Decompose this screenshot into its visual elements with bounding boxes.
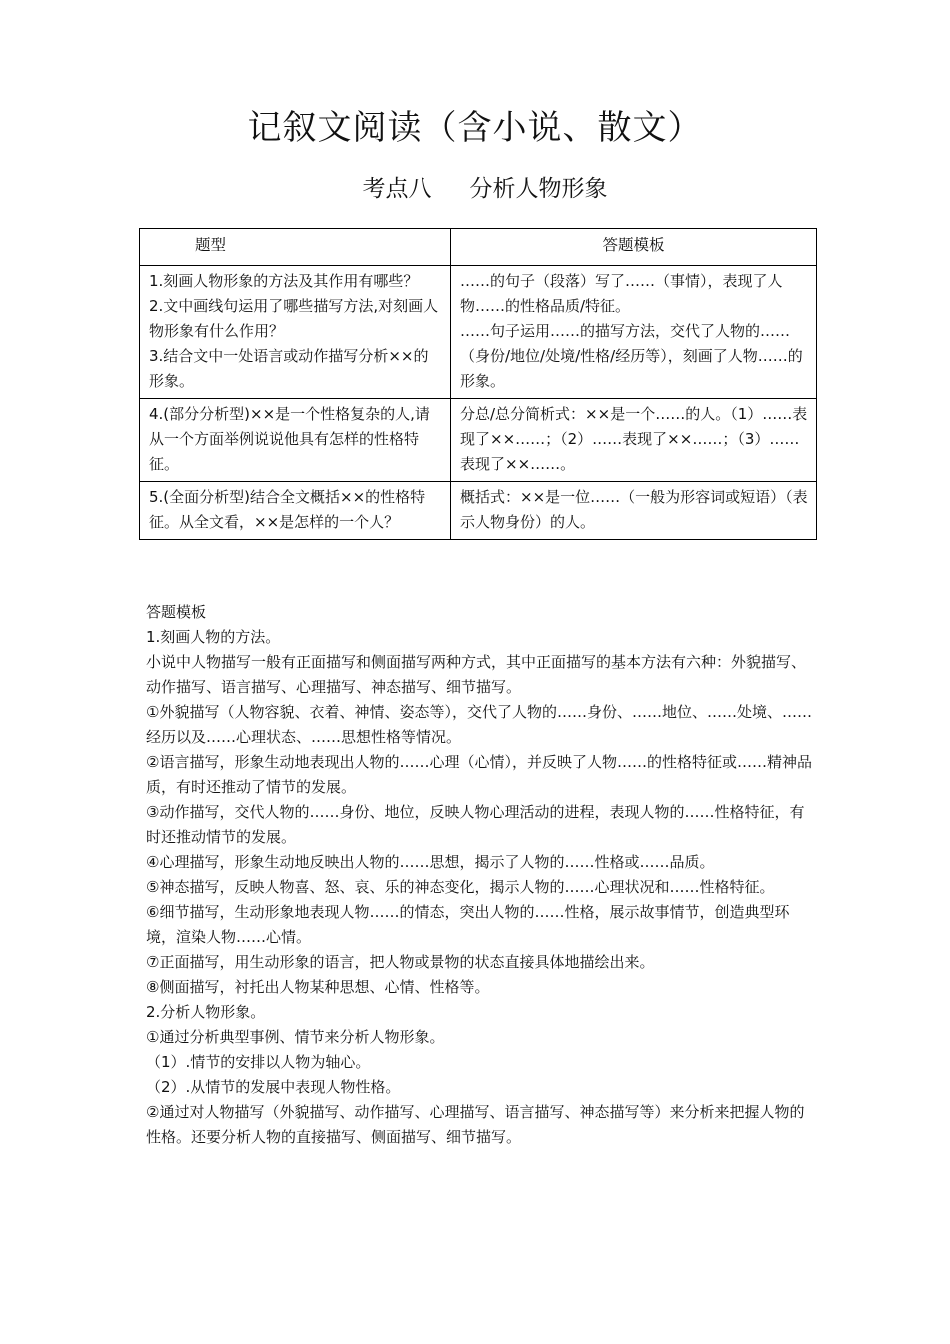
column-header-answer-template: 答题模板 bbox=[451, 229, 817, 266]
template-line: 概括式：××是一位……（一般为形容词或短语）（表示人物身份）的人。 bbox=[460, 488, 808, 531]
paragraph: （1）.情节的安排以人物为轴心。 bbox=[146, 1053, 371, 1071]
template-line: ……的句子（段落）写了……（事情），表现了人物……的性格品质/特征。 bbox=[460, 272, 783, 315]
question-line: 1.刻画人物形象的方法及其作用有哪些？ bbox=[149, 272, 419, 290]
question-line: 2.文中画线句运用了哪些描写方法,对刻画人物形象有什么作用？ bbox=[149, 297, 439, 340]
question-line: 3.结合文中一处语言或动作描写分析××的形象。 bbox=[149, 347, 429, 390]
table-header-row bbox=[140, 229, 817, 266]
table-row bbox=[140, 482, 817, 540]
table-row bbox=[140, 399, 817, 482]
paragraph: ①外貌描写（人物容貌、衣着、神情、姿态等），交代了人物的……身份、……地位、……处境、……经历以及……心理状态、……思想性格等情况。 bbox=[146, 703, 812, 746]
template-cell bbox=[451, 266, 817, 399]
template-line: 分总/总分简析式：××是一个……的人。（1）……表现了××……；（2）……表现了××……；（3）……表现了××……。 bbox=[460, 405, 808, 473]
paragraph: （2）.从情节的发展中表现人物性格。 bbox=[146, 1078, 401, 1096]
paragraph: ⑧侧面描写，衬托出人物某种思想、心情、性格等。 bbox=[146, 978, 490, 996]
question-cell bbox=[140, 482, 451, 540]
question-line: 4.(部分分析型)××是一个性格复杂的人,请从一个方面举例说说他具有怎样的性格特征。 bbox=[149, 405, 430, 473]
paragraph: ②语言描写，形象生动地表现出人物的……心理（心情），并反映了人物……的性格特征或……精神品质，有时还推动了情节的发展。 bbox=[146, 753, 812, 796]
answer-template-notes bbox=[146, 600, 812, 1150]
paragraph: ①通过分析典型事例、情节来分析人物形象。 bbox=[146, 1028, 445, 1046]
paragraph: ②通过对人物描写（外貌描写、动作描写、心理描写、语言描写、神态描写等）来分析来把握人物的性格。还要分析人物的直接描写、侧面描写、细节描写。 bbox=[146, 1103, 805, 1146]
template-cell bbox=[451, 482, 817, 540]
question-cell bbox=[140, 266, 451, 399]
paragraph: ⑤神态描写，反映人物喜、怒、哀、乐的神态变化，揭示人物的……心理状况和……性格特征。 bbox=[146, 878, 775, 896]
section-heading: 答题模板 bbox=[146, 603, 207, 621]
answer-template-table bbox=[139, 228, 817, 540]
paragraph: 小说中人物描写一般有正面描写和侧面描写两种方式，其中正面描写的基本方法有六种：外貌描写、动作描写、语言描写、心理描写、神态描写、细节描写。 bbox=[146, 653, 807, 696]
subsection-heading: 1.刻画人物的方法。 bbox=[146, 628, 281, 646]
page-title: 记叙文阅读（含小说、散文） bbox=[247, 108, 703, 148]
paragraph: ⑥细节描写，生动形象地表现人物……的情态，突出人物的……性格，展示故事情节，创造典型环境，渲染人物……心情。 bbox=[146, 903, 790, 946]
topic-code: 考点八 bbox=[362, 176, 432, 202]
topic-heading bbox=[0, 170, 950, 203]
column-header-question-type: 题型 bbox=[140, 229, 451, 266]
paragraph: ③动作描写，交代人物的……身份、地位，反映人物心理活动的进程，表现人物的……性格特征，有时还推动情节的发展。 bbox=[146, 803, 805, 846]
template-line: ……句子运用……的描写方法，交代了人物的……（身份/地位/处境/性格/经历等），刻画了人物……的形象。 bbox=[460, 322, 803, 390]
subsection-heading: 2.分析人物形象。 bbox=[146, 1003, 266, 1021]
question-line: 5.(全面分析型)结合全文概括××的性格特征。从全文看，××是怎样的一个人？ bbox=[149, 488, 426, 531]
paragraph: ④心理描写，形象生动地反映出人物的……思想，揭示了人物的……性格或……品质。 bbox=[146, 853, 715, 871]
template-cell bbox=[451, 399, 817, 482]
table-row bbox=[140, 266, 817, 399]
question-cell bbox=[140, 399, 451, 482]
paragraph: ⑦正面描写，用生动形象的语言，把人物或景物的状态直接具体地描绘出来。 bbox=[146, 953, 655, 971]
topic-name: 分析人物形象 bbox=[469, 176, 608, 202]
